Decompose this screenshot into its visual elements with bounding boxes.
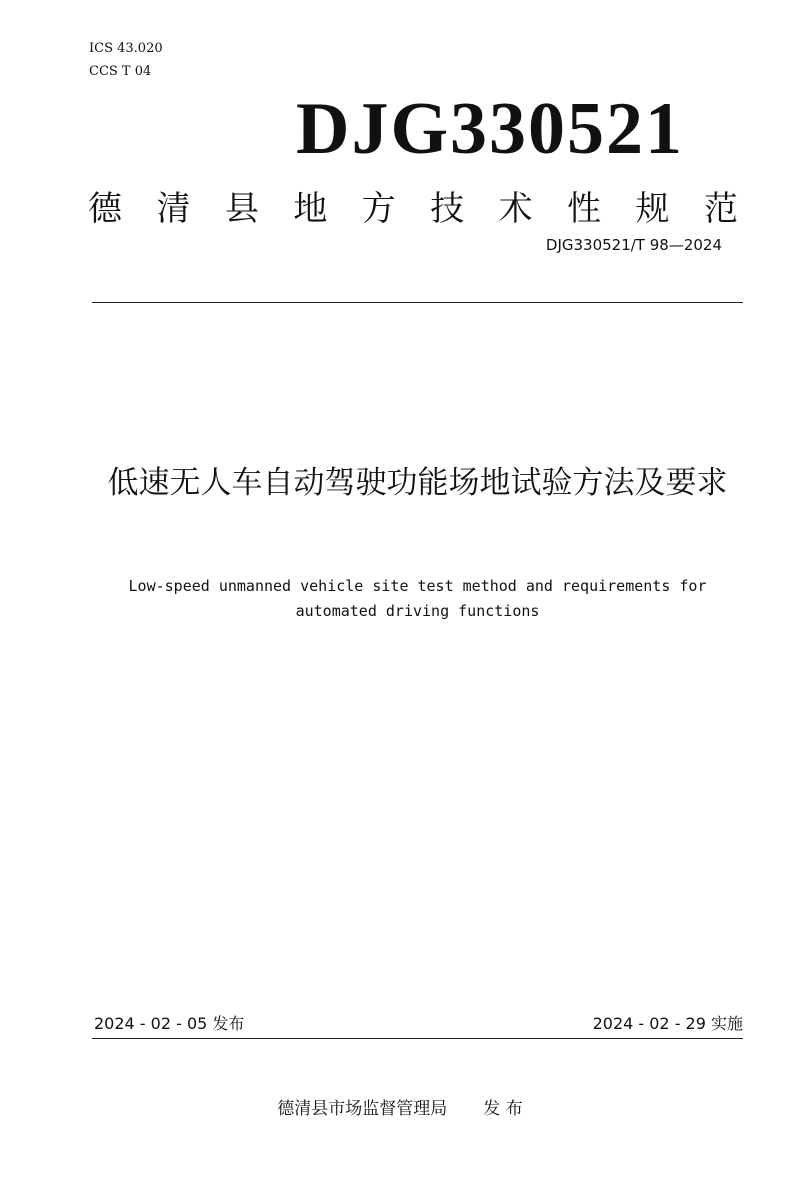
issuing-standard-type <box>88 187 738 231</box>
org-char: 技 <box>430 189 465 229</box>
ccs-code: CCS T 04 <box>89 64 152 79</box>
org-char: 术 <box>498 189 533 229</box>
standard-number: DJG330521/T 98—2024 <box>545 236 722 254</box>
english-title: Low-speed unmanned vehicle site test method and requirements for automated driving functions <box>128 577 707 620</box>
org-char: 性 <box>567 189 602 229</box>
chinese-title: 低速无人车自动驾驶功能场地试验方法及要求 <box>107 465 728 501</box>
org-char: 德 <box>88 189 122 229</box>
publisher-name: 德清县市场监督管理局 <box>277 1099 448 1119</box>
org-char: 范 <box>703 189 738 229</box>
top-divider <box>92 302 743 303</box>
org-char: 地 <box>293 189 328 229</box>
org-char: 规 <box>635 189 670 229</box>
implementation-date: 2024 - 02 - 29 实施 <box>592 1014 743 1033</box>
issue-date: 2024 - 02 - 05 发布 <box>94 1014 245 1033</box>
standard-code-heading: DJG330521 <box>296 88 684 170</box>
org-char: 县 <box>224 189 259 229</box>
bottom-divider <box>92 1038 743 1039</box>
org-char: 方 <box>361 189 396 229</box>
org-char: 清 <box>156 189 191 229</box>
publish-action: 发 布 <box>483 1099 523 1119</box>
publisher-line <box>0 1096 800 1122</box>
ics-code: ICS 43.020 <box>89 41 163 56</box>
